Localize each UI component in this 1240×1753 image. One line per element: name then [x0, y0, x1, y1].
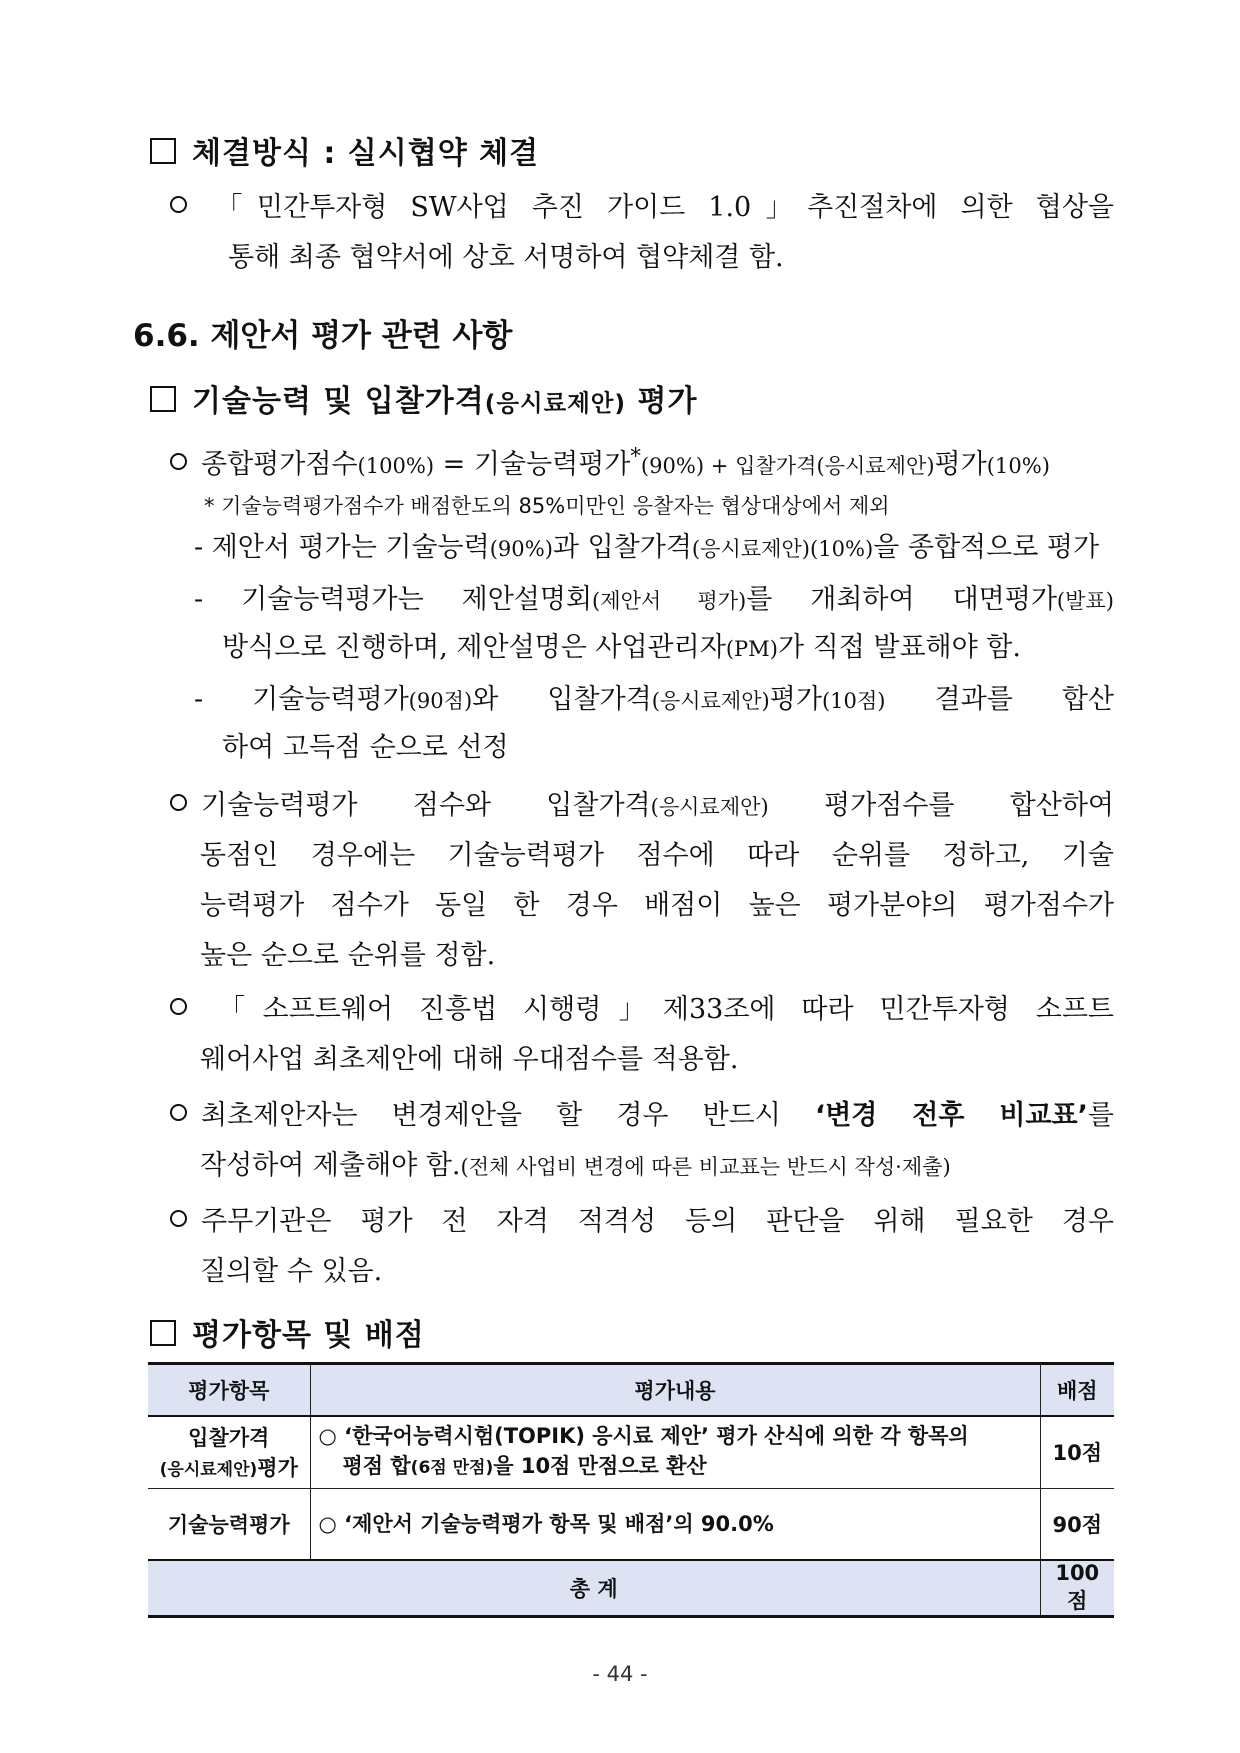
circle-bullet-icon	[170, 453, 187, 470]
row-tech-category: 기술능력평가	[148, 1488, 310, 1560]
section-heading-scoring: 평가항목 및 배점	[150, 1310, 425, 1354]
bullet-law-line1: 「소프트웨어 진흥법 시행령」제33조에 따라 민간투자형 소프트	[170, 986, 1114, 1034]
row-tech-score: 90점	[1040, 1488, 1114, 1560]
circle-bullet-icon	[170, 1104, 187, 1121]
bullet-change-line2: 작성하여 제출해야 함.(전체 사업비 변경에 따른 비교표는 반드시 작성·제출)	[200, 1150, 951, 1181]
evaluation-table	[148, 1362, 1114, 1618]
header-item: 평가항목	[148, 1364, 310, 1417]
note-threshold: * 기술능력평가점수가 배점한도의 85%미만인 응찰자는 협상대상에서 제외	[204, 494, 890, 518]
bullet-contract-line2: 통해 최종 협약서에 상호 서명하여 협약체결 함.	[228, 242, 784, 273]
circle-bullet-icon	[170, 794, 187, 811]
bullet-tie-line3: 능력평가 점수가 동일 한 경우 배점이 높은 평가분야의 평가점수가	[200, 890, 1114, 921]
section-number-heading: 6.6. 제안서 평가 관련 사항	[133, 318, 513, 354]
table-row	[148, 1488, 1114, 1560]
dash-item-presentation-line1: - 기술능력평가는 제안설명회(제안서 평가)를 개최하여 대면평가(발표)	[194, 584, 1114, 615]
dash-item-sum-line1: - 기술능력평가(90점)와 입찰가격(응시료제안)평가(10점) 결과를 합산	[194, 684, 1115, 715]
row-price-content: ○ ‘한국어능력시험(TOPIK) 응시료 제안’ 평가 산식에 의한 각 항목의 평점 합(6점 만점)을 10점 만점으로 환산	[310, 1416, 1040, 1488]
bullet-tie-line2: 동점인 경우에는 기술능력평가 점수에 따라 순위를 정하고, 기술	[200, 840, 1114, 871]
circle-bullet-icon	[170, 998, 187, 1015]
circle-bullet-icon	[170, 1210, 187, 1227]
bullet-formula: 종합평가점수(100%) = 기술능력평가*(90%) + 입찰가격(응시료제안)평가(10%)	[170, 432, 1114, 490]
bullet-law-line2: 웨어사업 최초제안에 대해 우대점수를 적용함.	[200, 1044, 739, 1075]
bullet-contract-line1: 「민간투자형 SW사업 추진 가이드 1.0」추진절차에 의한 협상을	[170, 184, 1114, 232]
bullet-inquiry-line1: 주무기관은 평가 전 자격 적격성 등의 판단을 위해 필요한 경우	[170, 1198, 1114, 1246]
table-total-row	[148, 1560, 1114, 1617]
total-label: 총 계	[148, 1560, 1040, 1617]
row-tech-content: ○ ‘제안서 기술능력평가 항목 및 배점’의 90.0%	[310, 1488, 1040, 1560]
section-heading-evaluation: 기술능력 및 입찰가격(응시료제안) 평가	[150, 376, 697, 420]
row-price-score: 10점	[1040, 1416, 1114, 1488]
checkbox-square-icon	[150, 138, 176, 164]
row-price-category: 입찰가격 (응시료제안)평가	[148, 1416, 310, 1488]
total-score: 100점	[1040, 1560, 1114, 1617]
section-heading-contract: 체결방식 : 실시협약 체결	[150, 128, 539, 172]
table-header-row	[148, 1364, 1114, 1417]
dash-item-presentation-line2: 방식으로 진행하며, 제안설명은 사업관리자(PM)가 직접 발표해야 함.	[222, 632, 1021, 663]
bullet-tie-line1: 기술능력평가 점수와 입찰가격(응시료제안) 평가점수를 합산하여	[170, 782, 1114, 831]
header-content: 평가내용	[310, 1364, 1040, 1417]
bullet-change-line1: 최초제안자는 변경제안을 할 경우 반드시 ‘변경 전후 비교표’를	[170, 1092, 1114, 1140]
page-number: - 44 -	[592, 1662, 648, 1686]
header-score: 배점	[1040, 1364, 1114, 1417]
dash-item-overall: - 제안서 평가는 기술능력(90%)과 입찰가격(응시료제안)(10%)을 종합적으로 평가	[194, 532, 1100, 563]
table-row	[148, 1416, 1114, 1488]
checkbox-square-icon	[150, 386, 176, 412]
checkbox-square-icon	[150, 1320, 176, 1346]
dash-item-sum-line2: 하여 고득점 순으로 선정	[222, 732, 509, 763]
circle-bullet-icon	[170, 196, 187, 213]
bullet-tie-line4: 높은 순으로 순위를 정함.	[200, 940, 496, 971]
bullet-inquiry-line2: 질의할 수 있음.	[200, 1256, 383, 1287]
